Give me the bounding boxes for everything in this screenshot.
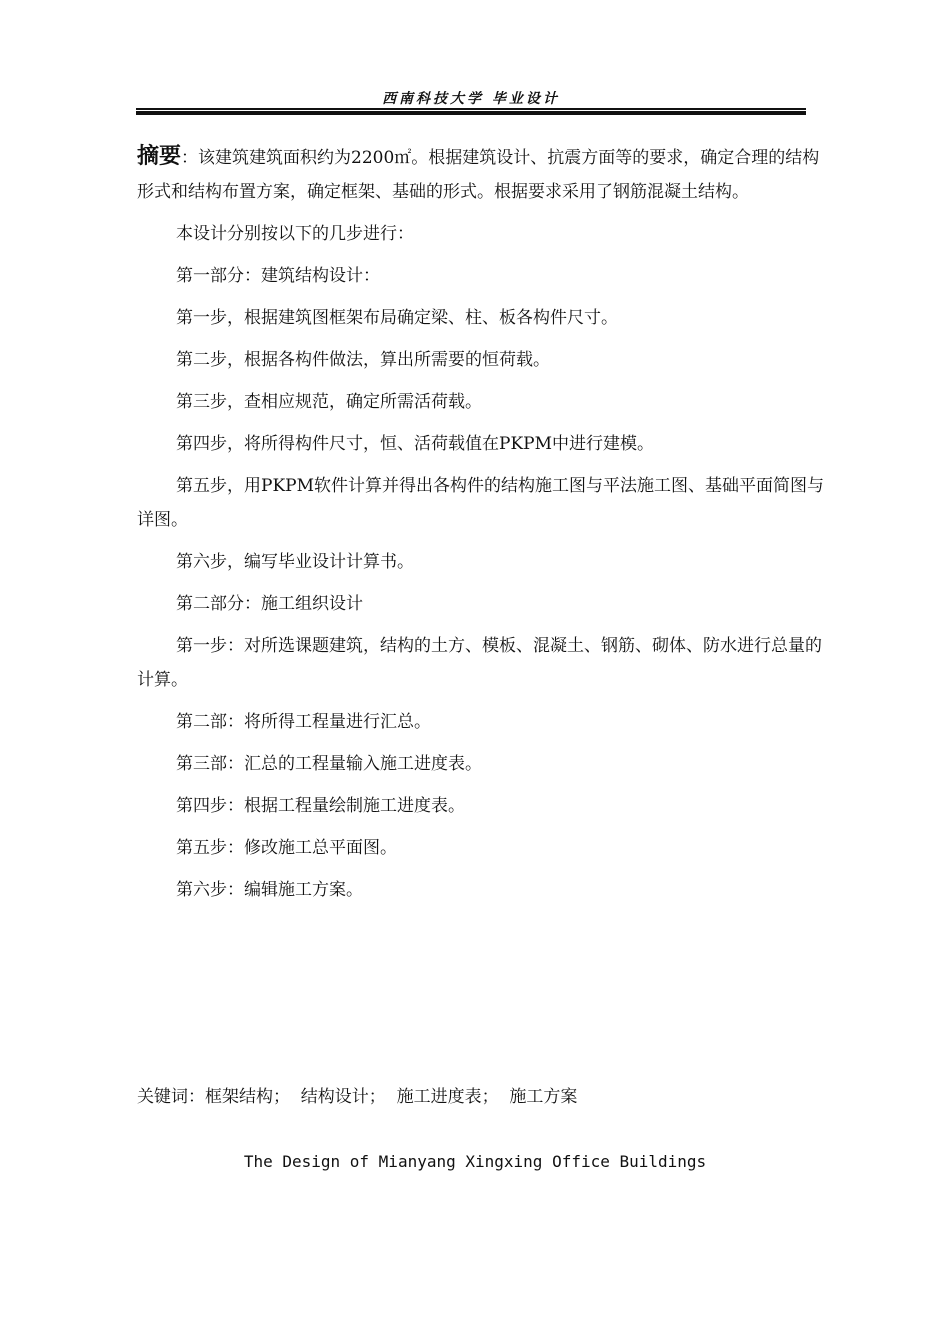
paragraph: 第五步：修改施工总平面图。 [176, 838, 397, 858]
paragraph: 第六步，编写毕业设计计算书。 [176, 552, 414, 572]
paragraph: 第四步，将所得构件尺寸，恒、活荷载值在PKPM中进行建模。 [176, 434, 654, 454]
paragraph: 第一步：对所选课题建筑，结构的土方、模板、混凝土、钢筋、砌体、防水进行总量的计算。 [137, 636, 822, 690]
header-rule-thick [136, 111, 806, 115]
abstract-intro-text: ：该建筑建筑面积约为2200㎡。根据建筑设计、抗震方面等的要求，确定合理的结构形式和结构布置方案，确定框架、基础的形式。根据要求采用了钢筋混凝土结构。 [137, 148, 820, 202]
paragraph: 第三部：汇总的工程量输入施工进度表。 [176, 754, 482, 774]
paragraph: 第六步：编辑施工方案。 [176, 880, 363, 900]
abstract-heading: 摘要 [137, 144, 182, 169]
header-rule-thin [136, 108, 806, 110]
paragraph: 第二部分：施工组织设计 [176, 594, 363, 614]
keywords-line: 关键词：框架结构； 结构设计； 施工进度表； 施工方案 [137, 1087, 578, 1107]
paragraph: 第二步，根据各构件做法，算出所需要的恒荷载。 [176, 350, 550, 370]
abstract-body [137, 140, 832, 915]
paragraph: 第一部分：建筑结构设计： [176, 266, 380, 286]
paragraph: 本设计分别按以下的几步进行： [176, 224, 414, 244]
english-title: The Design of Mianyang Xingxing Office Buildings [243, 1152, 707, 1171]
paragraph: 第四步：根据工程量绘制施工进度表。 [176, 796, 465, 816]
paragraph: 第五步，用PKPM软件计算并得出各构件的结构施工图与平法施工图、基础平面简图与详图。 [137, 476, 824, 530]
abstract-intro [137, 140, 832, 209]
paragraph: 第三步，查相应规范，确定所需活荷载。 [176, 392, 482, 412]
paragraph: 第一步，根据建筑图框架布局确定梁、柱、板各构件尺寸。 [176, 308, 618, 328]
page-header: 西南科技大学 毕业设计 [382, 91, 560, 107]
paragraph: 第二部：将所得工程量进行汇总。 [176, 712, 431, 732]
